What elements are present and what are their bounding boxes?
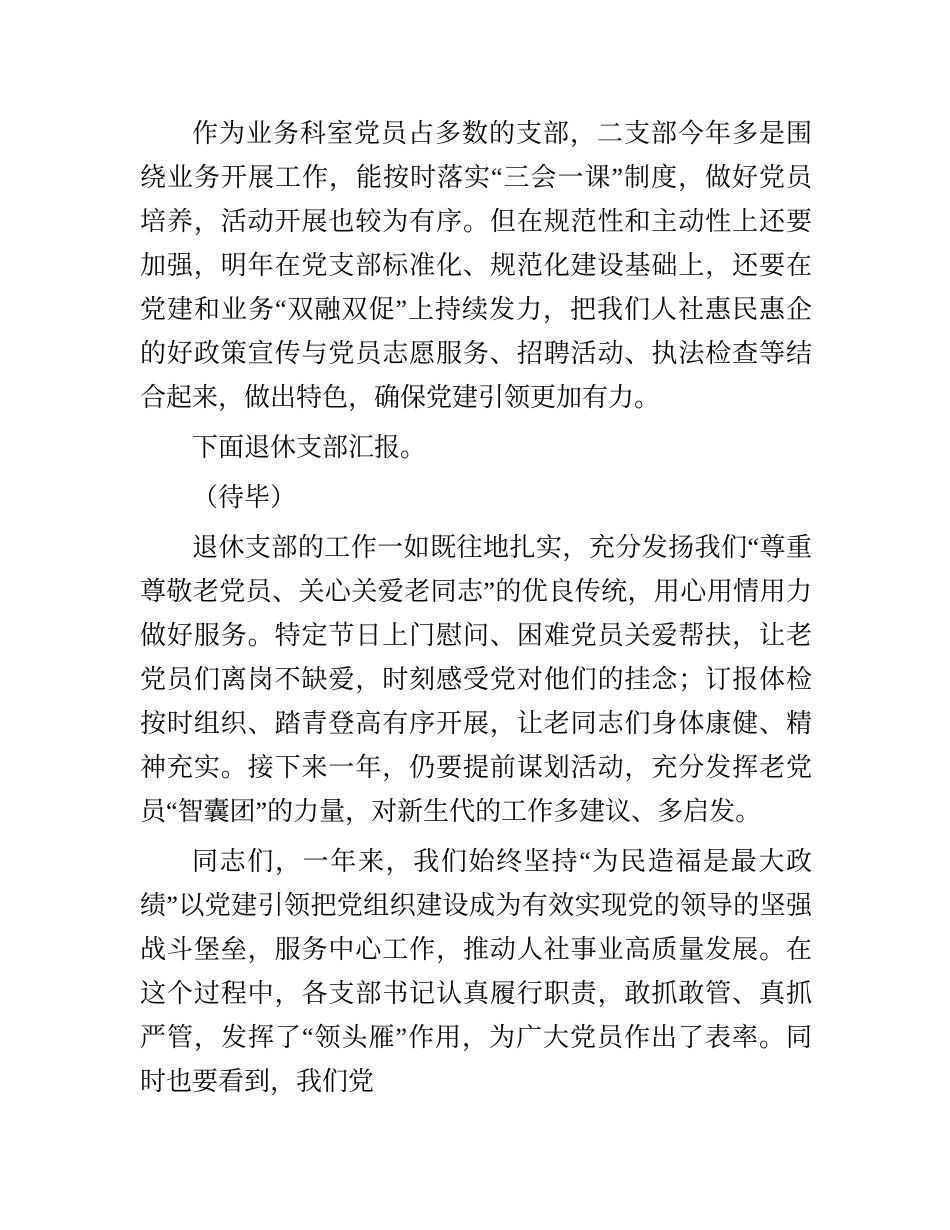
- paragraph-closing-remarks: 同志们，一年来，我们始终坚持“为民造福是最大政绩”以党建引领把党组织建设成为有效实现党的领导的坚强战斗堡垒，服务中心工作，推动人社事业高质量发展。在这个过程中，各支部书记认真履行职责，敢抓敢管、真抓严管，发挥了“领头雁”作用，为广大党员作出了表率。同时也要看到，我们党: [140, 847, 812, 1096]
- document-body: [140, 112, 812, 1110]
- paragraph-retired-branch-summary: 退休支部的工作一如既往地扎实，充分发扬我们“尊重尊敬老党员、关心关爱老同志”的优良传统，用心用情用力做好服务。特定节日上门慰问、困难党员关爱帮扶，让老党员们离岗不缺爱，时刻感受党对他们的挂念；订报体检按时组织、踏青登高有序开展，让老同志们身体康健、精神充实。接下来一年，仍要提前谋划活动，充分发挥老党员“智囊团”的力量，对新生代的工作多建议、多启发。: [140, 533, 812, 826]
- paragraph-next-report-intro: 下面退休支部汇报。: [192, 433, 427, 462]
- paragraph-branch-two-summary: 作为业务科室党员占多数的支部，二支部今年多是围绕业务开展工作，能按时落实“三会一课”制度，做好党员培养，活动开展也较为有序。但在规范性和主动性上还要加强，明年在党支部标准化、规范化建设基础上，还要在党建和业务“双融双促”上持续发力，把我们人社惠民惠企的好政策宣传与党员志愿服务、招聘活动、执法检查等结合起来，做出特色，确保党建引领更加有力。: [140, 119, 812, 412]
- paragraph-placeholder-note: （待毕）: [192, 483, 297, 512]
